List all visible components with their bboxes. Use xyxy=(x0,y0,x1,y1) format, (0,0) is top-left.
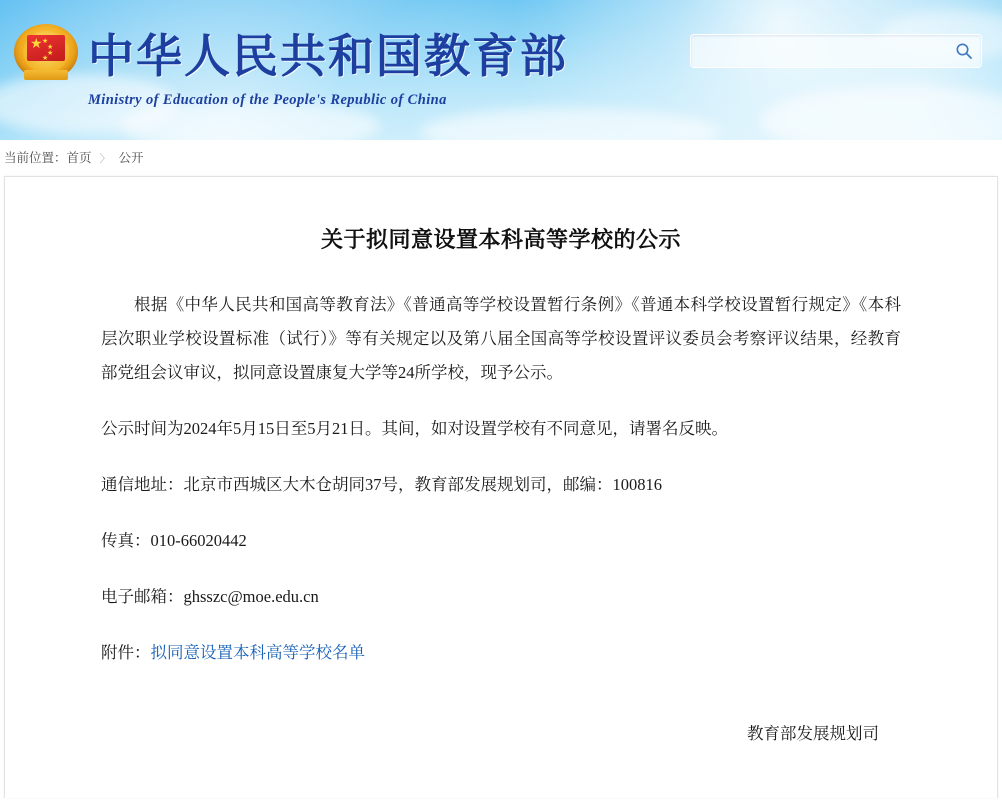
breadcrumb-label: 当前位置： xyxy=(4,151,67,165)
search-icon[interactable] xyxy=(951,39,977,63)
breadcrumb-item-home[interactable]: 首页 xyxy=(66,151,92,165)
national-emblem-icon: ★ ★ ★ ★ ★ xyxy=(14,18,80,84)
article-body xyxy=(5,177,997,744)
paragraph-fax: 传真：010-66020442 xyxy=(101,531,247,550)
site-header xyxy=(0,0,1002,140)
breadcrumb-separator-icon: 〉 xyxy=(99,153,111,165)
paragraph-period: 公示时间为2024年5月15日至5月21日。其间，如对设置学校有不同意见，请署名反映。 xyxy=(101,419,728,438)
search-box[interactable] xyxy=(690,34,982,68)
cloud-decoration xyxy=(760,86,1002,140)
attachment-label: 附件： xyxy=(101,643,151,662)
attachment-link[interactable]: 拟同意设置本科高等学校名单 xyxy=(150,643,365,662)
document-signature: 教育部发展规划司 xyxy=(747,724,879,743)
paragraph-basis: 根据《中华人民共和国高等教育法》《普通高等学校设置暂行条例》《普通本科学校设置暂行规定》《本科层次职业学校设置标准（试行）》等有关规定以及第八届全国高等学校设置评议委员会考察评议结果，经教育部党组会议审议，拟同意设置康复大学等24所学校，现予公示。 xyxy=(101,295,901,382)
breadcrumb xyxy=(0,140,1002,176)
site-title-block xyxy=(88,20,568,109)
search-input[interactable] xyxy=(701,35,943,69)
attachment-row xyxy=(101,636,901,670)
article-card xyxy=(4,176,998,798)
paragraph-address: 通信地址：北京市西城区大木仓胡同37号，教育部发展规划司，邮编：100816 xyxy=(101,475,662,494)
page-title: 关于拟同意设置本科高等学校的公示 xyxy=(320,227,681,252)
cloud-decoration xyxy=(420,108,720,140)
site-title-en: Ministry of Education of the People's Republic of China xyxy=(88,92,447,108)
paragraph-email: 电子邮箱：ghsszc@moe.edu.cn xyxy=(101,587,319,606)
site-title-cn: 中华人民共和国教育部 xyxy=(88,31,568,82)
breadcrumb-item-open[interactable]: 公开 xyxy=(118,151,144,165)
